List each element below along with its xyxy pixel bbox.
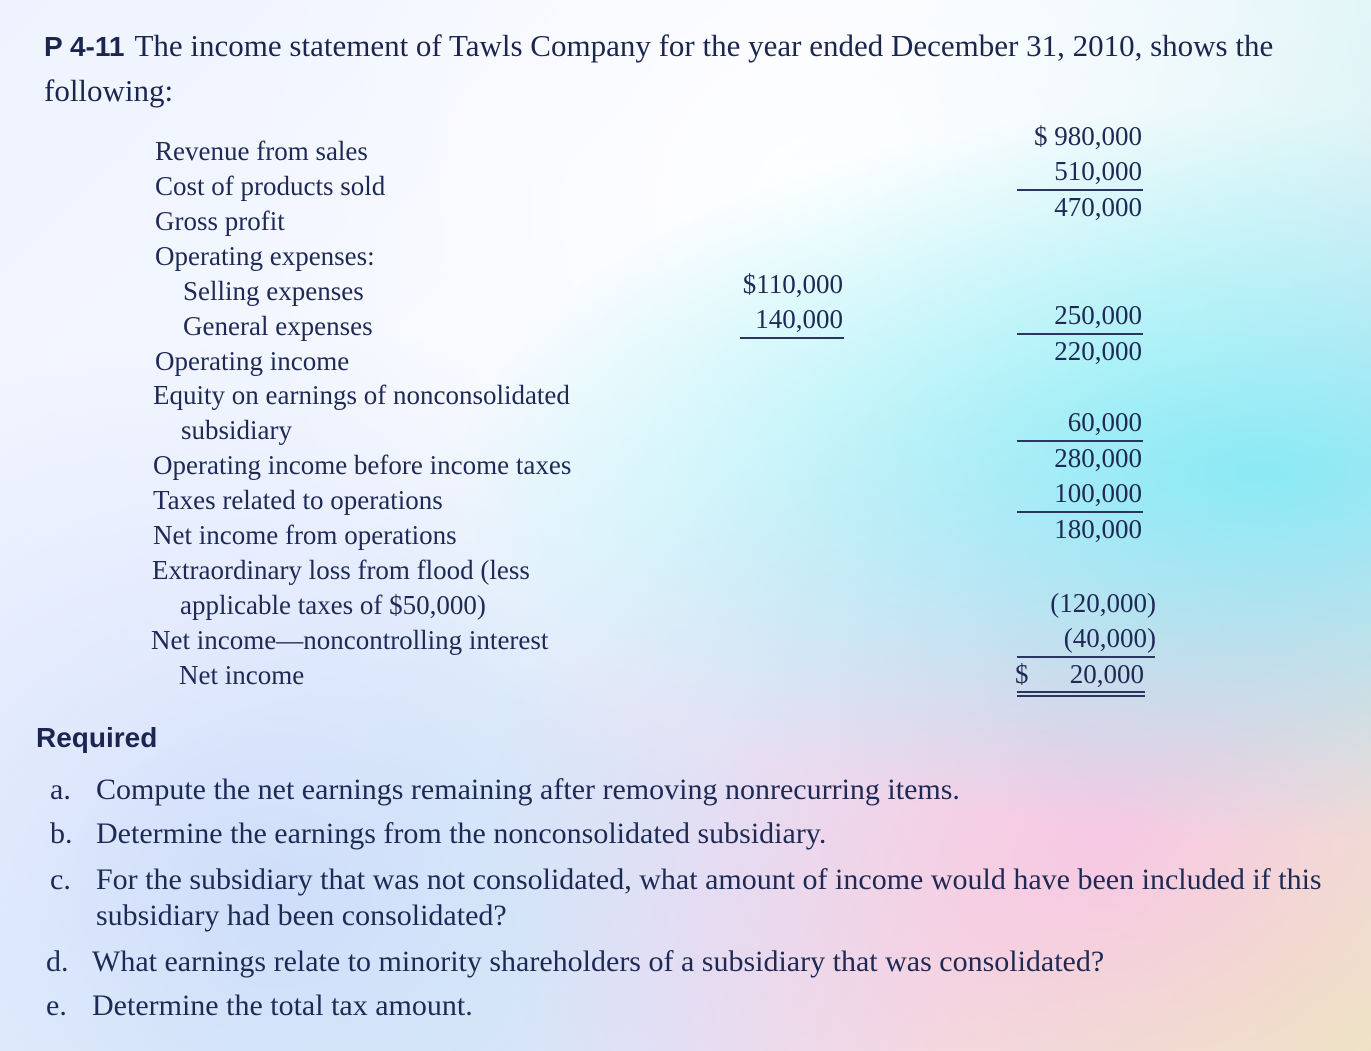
problem-statement xyxy=(44,24,1344,113)
pretax-income-label: Operating income before income taxes xyxy=(153,450,572,480)
net-income-value: 20,000 xyxy=(1069,659,1144,689)
selling-expenses-label: Selling expenses xyxy=(183,276,364,306)
general-expenses-label: General expenses xyxy=(183,311,373,341)
pretax-income-value: 280,000 xyxy=(1054,443,1142,473)
taxes-label: Taxes related to operations xyxy=(153,485,443,515)
net-income-operations-label: Net income from operations xyxy=(153,520,457,550)
operating-expenses-label: Operating expenses: xyxy=(155,241,375,271)
net-income-double-underline-1 xyxy=(1017,691,1145,693)
net-income-label: Net income xyxy=(179,660,305,690)
problem-number: P 4-11 xyxy=(44,31,125,62)
equity-earnings-underline xyxy=(1017,440,1143,442)
general-expenses-underline xyxy=(740,337,844,339)
question-c xyxy=(50,862,1340,934)
extraordinary-loss-label-1: Extraordinary loss from flood (less xyxy=(152,555,530,585)
question-e xyxy=(46,988,1336,1024)
question-d-text: What earnings relate to minority shareholders of a subsidiary that was consolidated? xyxy=(92,945,1105,978)
revenue-label: Revenue from sales xyxy=(155,136,368,166)
operating-income-label: Operating income xyxy=(155,346,350,376)
equity-earnings-value: 60,000 xyxy=(1067,407,1142,437)
extraordinary-loss-value: (120,000) xyxy=(1050,588,1156,618)
selling-expenses-value: $110,000 xyxy=(742,269,843,299)
noncontrolling-interest-value: (40,000) xyxy=(1063,623,1156,653)
cost-value: 510,000 xyxy=(1054,156,1142,186)
gross-profit-value: 470,000 xyxy=(1054,192,1142,222)
question-d xyxy=(46,944,1336,980)
question-a xyxy=(50,772,1340,808)
net-income-dollar-sign: $ xyxy=(1015,659,1029,689)
operating-expenses-total: 250,000 xyxy=(1054,300,1142,330)
question-c-text: For the subsidiary that was not consolidated, what amount of income would have been included if this subsidiary had been consolidated? xyxy=(96,863,1322,932)
opex-total-underline xyxy=(1017,333,1143,335)
net-income-operations-value: 180,000 xyxy=(1054,514,1142,544)
equity-earnings-label-1: Equity on earnings of nonconsolidated xyxy=(153,380,570,410)
taxes-underline xyxy=(1017,511,1143,513)
cost-label: Cost of products sold xyxy=(155,171,386,201)
question-a-letter: a. xyxy=(50,773,71,806)
operating-income-value: 220,000 xyxy=(1054,336,1142,366)
question-b xyxy=(50,816,1340,852)
question-d-letter: d. xyxy=(46,945,69,978)
question-e-letter: e. xyxy=(46,989,67,1022)
nci-underline xyxy=(1017,656,1155,658)
question-e-text: Determine the total tax amount. xyxy=(92,989,473,1022)
question-b-letter: b. xyxy=(50,817,73,850)
noncontrolling-interest-label: Net income—noncontrolling interest xyxy=(151,625,549,655)
extraordinary-loss-label-2: applicable taxes of $50,000) xyxy=(180,590,486,620)
question-b-text: Determine the earnings from the nonconsolidated subsidiary. xyxy=(96,817,827,850)
net-income-double-underline-2 xyxy=(1017,695,1145,697)
gross-profit-label: Gross profit xyxy=(155,206,285,236)
question-c-letter: c. xyxy=(50,863,71,896)
revenue-value: $ 980,000 xyxy=(1034,121,1142,151)
general-expenses-value: 140,000 xyxy=(755,304,843,334)
question-a-text: Compute the net earnings remaining after removing nonrecurring items. xyxy=(96,773,960,806)
cost-underline xyxy=(1017,189,1143,191)
problem-text: The income statement of Tawls Company for the year ended December 31, 2010, shows the following: xyxy=(44,28,1274,108)
equity-earnings-label-2: subsidiary xyxy=(181,415,292,445)
required-heading: Required xyxy=(36,722,158,753)
taxes-value: 100,000 xyxy=(1054,478,1142,508)
